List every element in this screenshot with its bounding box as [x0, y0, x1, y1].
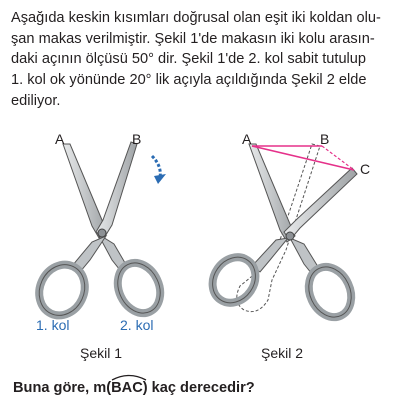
angle-hat-icon — [111, 373, 147, 381]
question-prefix: Buna göre, m( — [13, 380, 112, 396]
question — [13, 380, 255, 396]
problem-line-5: ediliyor. — [11, 92, 61, 109]
fig1-kol2-label: 2. kol — [120, 317, 154, 333]
problem-line-2: şan makas verilmiştir. Şekil 1'de makasın iki kolu arasın- — [11, 30, 375, 47]
problem-statement — [11, 8, 399, 112]
rotation-arrow-icon — [152, 156, 160, 178]
question-suffix: ) kaç derecedir? — [142, 380, 255, 396]
figure-2 — [200, 120, 404, 365]
pivot-screw — [286, 232, 294, 240]
fig2-label-c: C — [360, 161, 371, 177]
angle-name — [111, 380, 143, 396]
fig1-label-b: B — [132, 131, 142, 147]
scissors-closed-illustration — [0, 120, 200, 360]
problem-line-4: 1. kol ok yönünde 20° lik açıyla açıldığında Şekil 2 elde — [11, 72, 367, 89]
fig1-label-a: A — [55, 131, 65, 147]
blade-2 — [96, 142, 137, 238]
fig2-label-a: A — [242, 131, 252, 147]
figure-1 — [0, 120, 200, 365]
fig1-caption: Şekil 1 — [80, 345, 123, 361]
blade-rotated — [284, 168, 357, 240]
fig2-caption: Şekil 2 — [261, 345, 304, 361]
fig2-label-b: B — [320, 131, 330, 147]
pivot-screw — [98, 229, 106, 237]
fig1-kol1-label: 1. kol — [36, 317, 70, 333]
problem-line-1: Aşağıda keskin kısımları doğrusal olan eşit iki koldan olu- — [11, 10, 381, 26]
angle-letters: BAC — [111, 380, 143, 396]
scissors-open-illustration — [200, 120, 404, 360]
problem-line-3: daki açının ölçüsü 50° dir. Şekil 1'de 2. kol sabit tutulup — [11, 51, 367, 68]
